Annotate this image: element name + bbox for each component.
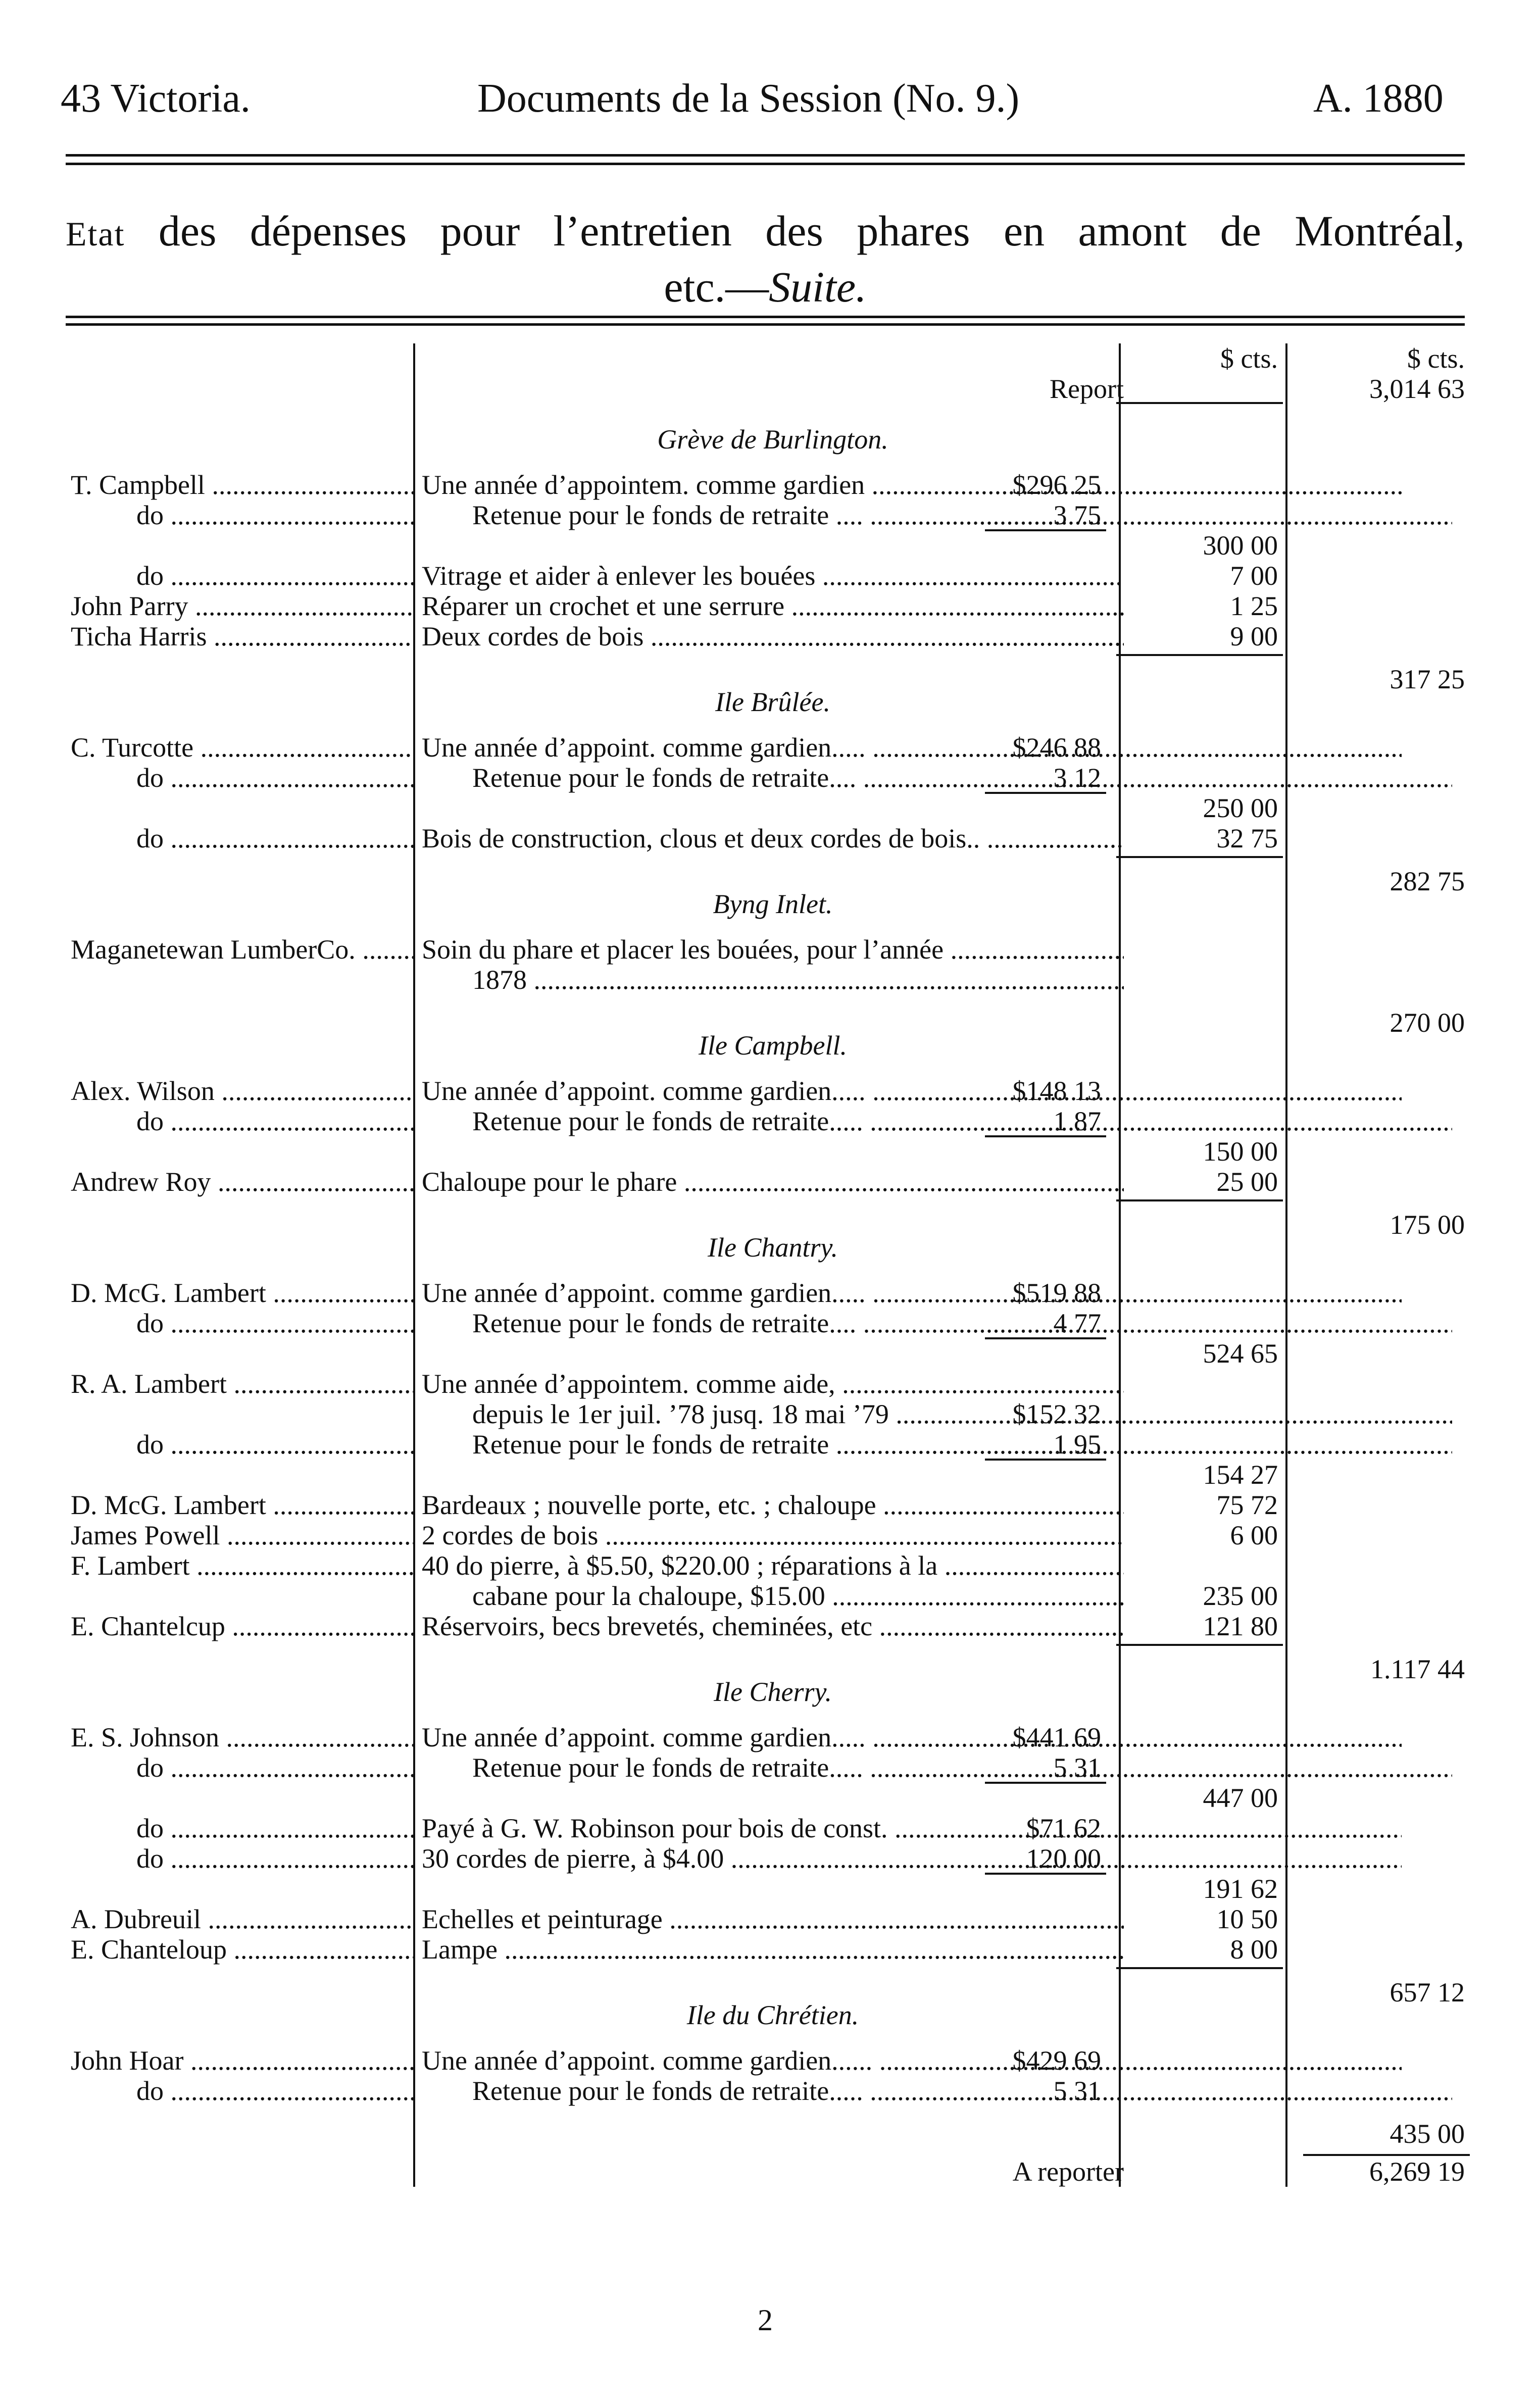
table-row xyxy=(0,823,1538,854)
expense-description: Retenue pour le fonds de retraite.... ..... xyxy=(472,763,1452,793)
expense-description: Payé à G. W. Robinson pour bois de const. ..... xyxy=(422,1813,1402,1843)
expense-amount: $152 32 xyxy=(1012,1399,1101,1429)
expense-description: Une année d’appoint. comme gardien..... ..... xyxy=(422,1722,1402,1752)
section-total-rule xyxy=(1116,856,1283,858)
expense-amount: 4 77 xyxy=(1053,1308,1101,1338)
table-row xyxy=(0,591,1538,621)
expense-description: Réservoirs, becs brevetés, cheminées, etc ..... xyxy=(422,1611,1124,1641)
payee-name: A. Dubreuil ..... xyxy=(71,1904,414,1934)
payee-name: John Parry ..... xyxy=(71,591,414,621)
payee-name: do ..... xyxy=(136,763,414,793)
table-rule-top xyxy=(66,316,1465,318)
subtotal-amount: 235 00 xyxy=(1203,1581,1278,1611)
section-heading xyxy=(0,687,1538,717)
section-total-rule xyxy=(1116,1644,1283,1646)
table-row xyxy=(0,965,1538,995)
payee-name: John Hoar ..... xyxy=(71,2045,414,2076)
section-heading-text: Ile du Chrétien. xyxy=(686,2000,859,2030)
expense-amount: 3 12 xyxy=(1053,763,1101,793)
expense-description: Retenue pour le fonds de retraite.... ..... xyxy=(472,1308,1452,1338)
rule-name-desc xyxy=(413,343,415,2187)
header-volume: 43 Victoria. xyxy=(61,76,251,121)
payee-name: do ..... xyxy=(136,1813,414,1843)
section-total-rule xyxy=(1116,1199,1283,1201)
expense-description: Retenue pour le fonds de retraite ..... xyxy=(472,1429,1452,1460)
payee-name: Ticha Harris ..... xyxy=(71,621,414,651)
expense-description: Bardeaux ; nouvelle porte, etc. ; chaloupe ..... xyxy=(422,1490,1124,1520)
column-header-total: $ cts. xyxy=(1407,343,1465,374)
carry-forward-total: 6,269 19 xyxy=(1369,2156,1465,2187)
expense-description: Retenue pour le fonds de retraite..... ..... xyxy=(472,1106,1452,1136)
subtotal-amount: 7 00 xyxy=(1230,561,1278,591)
table-rule-bottom xyxy=(66,323,1465,326)
expense-description: Réparer un crochet et une serrure ..... xyxy=(422,591,1124,621)
subtotal-amount: 75 72 xyxy=(1216,1490,1278,1520)
subtotal-amount: 9 00 xyxy=(1230,621,1278,651)
report-underline xyxy=(1116,402,1283,404)
document-title xyxy=(66,205,1465,314)
payee-name: Andrew Roy ..... xyxy=(71,1167,414,1197)
subtotal-amount: 25 00 xyxy=(1216,1167,1278,1197)
expense-description: Bois de construction, clous et deux cordes de bois.. ..... xyxy=(422,823,1124,854)
title-line-1-text: des dépenses pour l’entretien des phares en amont de Montréal, xyxy=(158,207,1465,255)
payee-name: D. McG. Lambert ..... xyxy=(71,1490,414,1520)
column-header-dollars-cents: $ cts. xyxy=(1220,343,1278,374)
section-total: 175 00 xyxy=(1390,1210,1465,1240)
payee-name: James Powell ..... xyxy=(71,1520,414,1550)
table-row xyxy=(0,1167,1538,1197)
table-row xyxy=(0,1308,1538,1338)
table-row xyxy=(0,1490,1538,1520)
table-row xyxy=(0,732,1538,763)
subtotal-amount: 8 00 xyxy=(1230,1934,1278,1965)
section-heading xyxy=(0,889,1538,919)
subtotal-amount: 121 80 xyxy=(1203,1611,1278,1641)
table-row xyxy=(0,500,1538,530)
subtotal-amount: 524 65 xyxy=(1203,1338,1278,1369)
table-row xyxy=(0,1460,1538,1490)
section-heading-text: Ile Brûlée. xyxy=(715,687,830,717)
payee-name: do ..... xyxy=(136,500,414,530)
header-rule-top xyxy=(66,154,1465,157)
table-row xyxy=(0,530,1538,561)
expense-amount: $519 88 xyxy=(1012,1278,1101,1308)
expense-amount: 3 75 xyxy=(1053,500,1101,530)
title-line-2 xyxy=(66,261,1465,314)
table-row xyxy=(0,793,1538,823)
expense-description: cabane pour la chaloupe, $15.00 ..... xyxy=(472,1581,1124,1611)
title-smallcaps: Etat xyxy=(66,215,125,253)
rule-col1-col2 xyxy=(1285,343,1287,2187)
section-total: 317 25 xyxy=(1390,664,1465,694)
expense-description: Une année d’appoint. comme gardien...... ..... xyxy=(422,2045,1402,2076)
expense-description: Une année d’appoint. comme gardien..... ..... xyxy=(422,1076,1402,1106)
table-row xyxy=(0,1136,1538,1167)
table-row xyxy=(0,1934,1538,1965)
expense-description: Une année d’appoint. comme gardien..... ..... xyxy=(422,1278,1402,1308)
section-heading-text: Ile Chantry. xyxy=(708,1232,838,1263)
section-heading xyxy=(0,1030,1538,1061)
section-total: 657 12 xyxy=(1390,1977,1465,2008)
section-total-rule xyxy=(1116,654,1283,656)
table-row xyxy=(0,1106,1538,1136)
section-total-row xyxy=(0,2119,1538,2149)
table-row xyxy=(0,1722,1538,1752)
report-label: Report xyxy=(1050,374,1124,404)
subtotal-amount: 447 00 xyxy=(1203,1783,1278,1813)
expense-amount: 1 95 xyxy=(1053,1429,1101,1460)
subtotal-amount: 1 25 xyxy=(1230,591,1278,621)
expense-description: Echelles et peinturage ..... xyxy=(422,1904,1124,1934)
expense-amount: 5 31 xyxy=(1053,2076,1101,2106)
header-title: Documents de la Session (No. 9.) xyxy=(477,76,1020,121)
subtotal-amount: 250 00 xyxy=(1203,793,1278,823)
payee-name: C. Turcotte ..... xyxy=(71,732,414,763)
section-total-rule xyxy=(1116,1967,1283,1969)
table-row xyxy=(0,1338,1538,1369)
table-row xyxy=(0,1581,1538,1611)
expense-amount: $71 62 xyxy=(1026,1813,1101,1843)
expense-amount: $246 88 xyxy=(1012,732,1101,763)
expense-amount: $296 25 xyxy=(1012,470,1101,500)
payee-name: do ..... xyxy=(136,1429,414,1460)
report-row xyxy=(0,374,1538,404)
expense-amount: 1 87 xyxy=(1053,1106,1101,1136)
payee-name: Alex. Wilson ..... xyxy=(71,1076,414,1106)
rule-desc-col1 xyxy=(1119,343,1121,2187)
subtotal-amount: 150 00 xyxy=(1203,1136,1278,1167)
payee-name: E. S. Johnson ..... xyxy=(71,1722,414,1752)
payee-name: F. Lambert ..... xyxy=(71,1550,414,1581)
payee-name: do ..... xyxy=(136,1106,414,1136)
table-row xyxy=(0,934,1538,965)
carry-forward-row xyxy=(0,2156,1538,2187)
section-heading-text: Ile Campbell. xyxy=(699,1030,847,1061)
title-line-1 xyxy=(66,205,1465,261)
expense-description: Retenue pour le fonds de retraite..... ..... xyxy=(472,1752,1452,1783)
payee-name: do ..... xyxy=(136,1308,414,1338)
header-rule-bottom xyxy=(66,163,1465,165)
expense-description: 1878 ..... xyxy=(472,965,1124,995)
expense-description: 2 cordes de bois ..... xyxy=(422,1520,1124,1550)
section-total: 435 00 xyxy=(1390,2119,1465,2149)
expense-description: Vitrage et aider à enlever les bouées ..... xyxy=(422,561,1124,591)
payee-name: D. McG. Lambert ..... xyxy=(71,1278,414,1308)
table-row xyxy=(0,2076,1538,2106)
expense-description: Une année d’appoint. comme gardien..... ..... xyxy=(422,732,1402,763)
table-row xyxy=(0,621,1538,651)
expense-description: Une année d’appointem. comme aide, ..... xyxy=(422,1369,1124,1399)
carry-forward-label: A reporter xyxy=(1012,2156,1124,2187)
table-row xyxy=(0,561,1538,591)
payee-name: E. Chanteloup ..... xyxy=(71,1934,414,1965)
column-header-row xyxy=(0,343,1538,374)
report-total: 3,014 63 xyxy=(1369,374,1465,404)
payee-name: T. Campbell ..... xyxy=(71,470,414,500)
expense-amount: 120 00 xyxy=(1026,1843,1101,1874)
section-heading-text: Ile Cherry. xyxy=(714,1677,832,1707)
subtotal-amount: 191 62 xyxy=(1203,1874,1278,1904)
table-row xyxy=(0,1874,1538,1904)
expense-description: Soin du phare et placer les bouées, pour l’année ..... xyxy=(422,934,1124,965)
payee-name: E. Chantelcup ..... xyxy=(71,1611,414,1641)
expense-description: 30 cordes de pierre, à $4.00 ..... xyxy=(422,1843,1402,1874)
title-line-2-text: etc.— xyxy=(664,263,769,311)
section-heading xyxy=(0,424,1538,455)
payee-name: do ..... xyxy=(136,561,414,591)
table-row xyxy=(0,1752,1538,1783)
section-heading xyxy=(0,1232,1538,1263)
table-row xyxy=(0,763,1538,793)
payee-name: do ..... xyxy=(136,1752,414,1783)
carry-rule xyxy=(1303,2154,1470,2156)
table-row xyxy=(0,1399,1538,1429)
table-row xyxy=(0,1843,1538,1874)
section-total: 270 00 xyxy=(1390,1008,1465,1038)
table-row xyxy=(0,1278,1538,1308)
table-row xyxy=(0,1429,1538,1460)
payee-name: do ..... xyxy=(136,1843,414,1874)
expense-description: Lampe ..... xyxy=(422,1934,1124,1965)
table-row xyxy=(0,1611,1538,1641)
subtotal-amount: 6 00 xyxy=(1230,1520,1278,1550)
subtotal-amount: 300 00 xyxy=(1203,530,1278,561)
subtotal-amount: 10 50 xyxy=(1216,1904,1278,1934)
section-heading-text: Byng Inlet. xyxy=(713,889,833,919)
expense-description: Une année d’appointem. comme gardien ..... xyxy=(422,470,1402,500)
table-row xyxy=(0,1550,1538,1581)
table-row xyxy=(0,2045,1538,2076)
expense-description: Deux cordes de bois ..... xyxy=(422,621,1124,651)
payee-name: do ..... xyxy=(136,823,414,854)
table-row xyxy=(0,1904,1538,1934)
table-row xyxy=(0,1369,1538,1399)
expense-amount: $148 13 xyxy=(1012,1076,1101,1106)
section-total: 1.117 44 xyxy=(1370,1654,1465,1684)
payee-name: do ..... xyxy=(136,2076,414,2106)
table-row xyxy=(0,1813,1538,1843)
expense-description: Retenue pour le fonds de retraite..... ..... xyxy=(472,2076,1452,2106)
payee-name: R. A. Lambert ..... xyxy=(71,1369,414,1399)
table-row xyxy=(0,470,1538,500)
expense-description: Chaloupe pour le phare ..... xyxy=(422,1167,1124,1197)
expense-amount: $441 69 xyxy=(1012,1722,1101,1752)
payee-name: Maganetewan LumberCo. ..... xyxy=(71,934,414,965)
table-row xyxy=(0,1076,1538,1106)
subtotal-amount: 32 75 xyxy=(1216,823,1278,854)
expense-amount: 5 31 xyxy=(1053,1752,1101,1783)
section-heading xyxy=(0,1677,1538,1707)
section-heading-text: Grève de Burlington. xyxy=(657,424,888,455)
page-number: 2 xyxy=(758,2303,773,2337)
section-heading xyxy=(0,2000,1538,2030)
subtotal-amount: 154 27 xyxy=(1203,1460,1278,1490)
section-total: 282 75 xyxy=(1390,866,1465,896)
title-suite: Suite. xyxy=(769,263,867,311)
expense-amount: $429 69 xyxy=(1012,2045,1101,2076)
header-year: A. 1880 xyxy=(1313,76,1444,121)
table-row xyxy=(0,1520,1538,1550)
table-row xyxy=(0,1783,1538,1813)
expense-description: 40 do pierre, à $5.50, $220.00 ; réparations à la ..... xyxy=(422,1550,1124,1581)
expense-description: depuis le 1er juil. ’78 jusq. 18 mai ’79 ..... xyxy=(472,1399,1452,1429)
expense-description: Retenue pour le fonds de retraite .... ..... xyxy=(472,500,1452,530)
